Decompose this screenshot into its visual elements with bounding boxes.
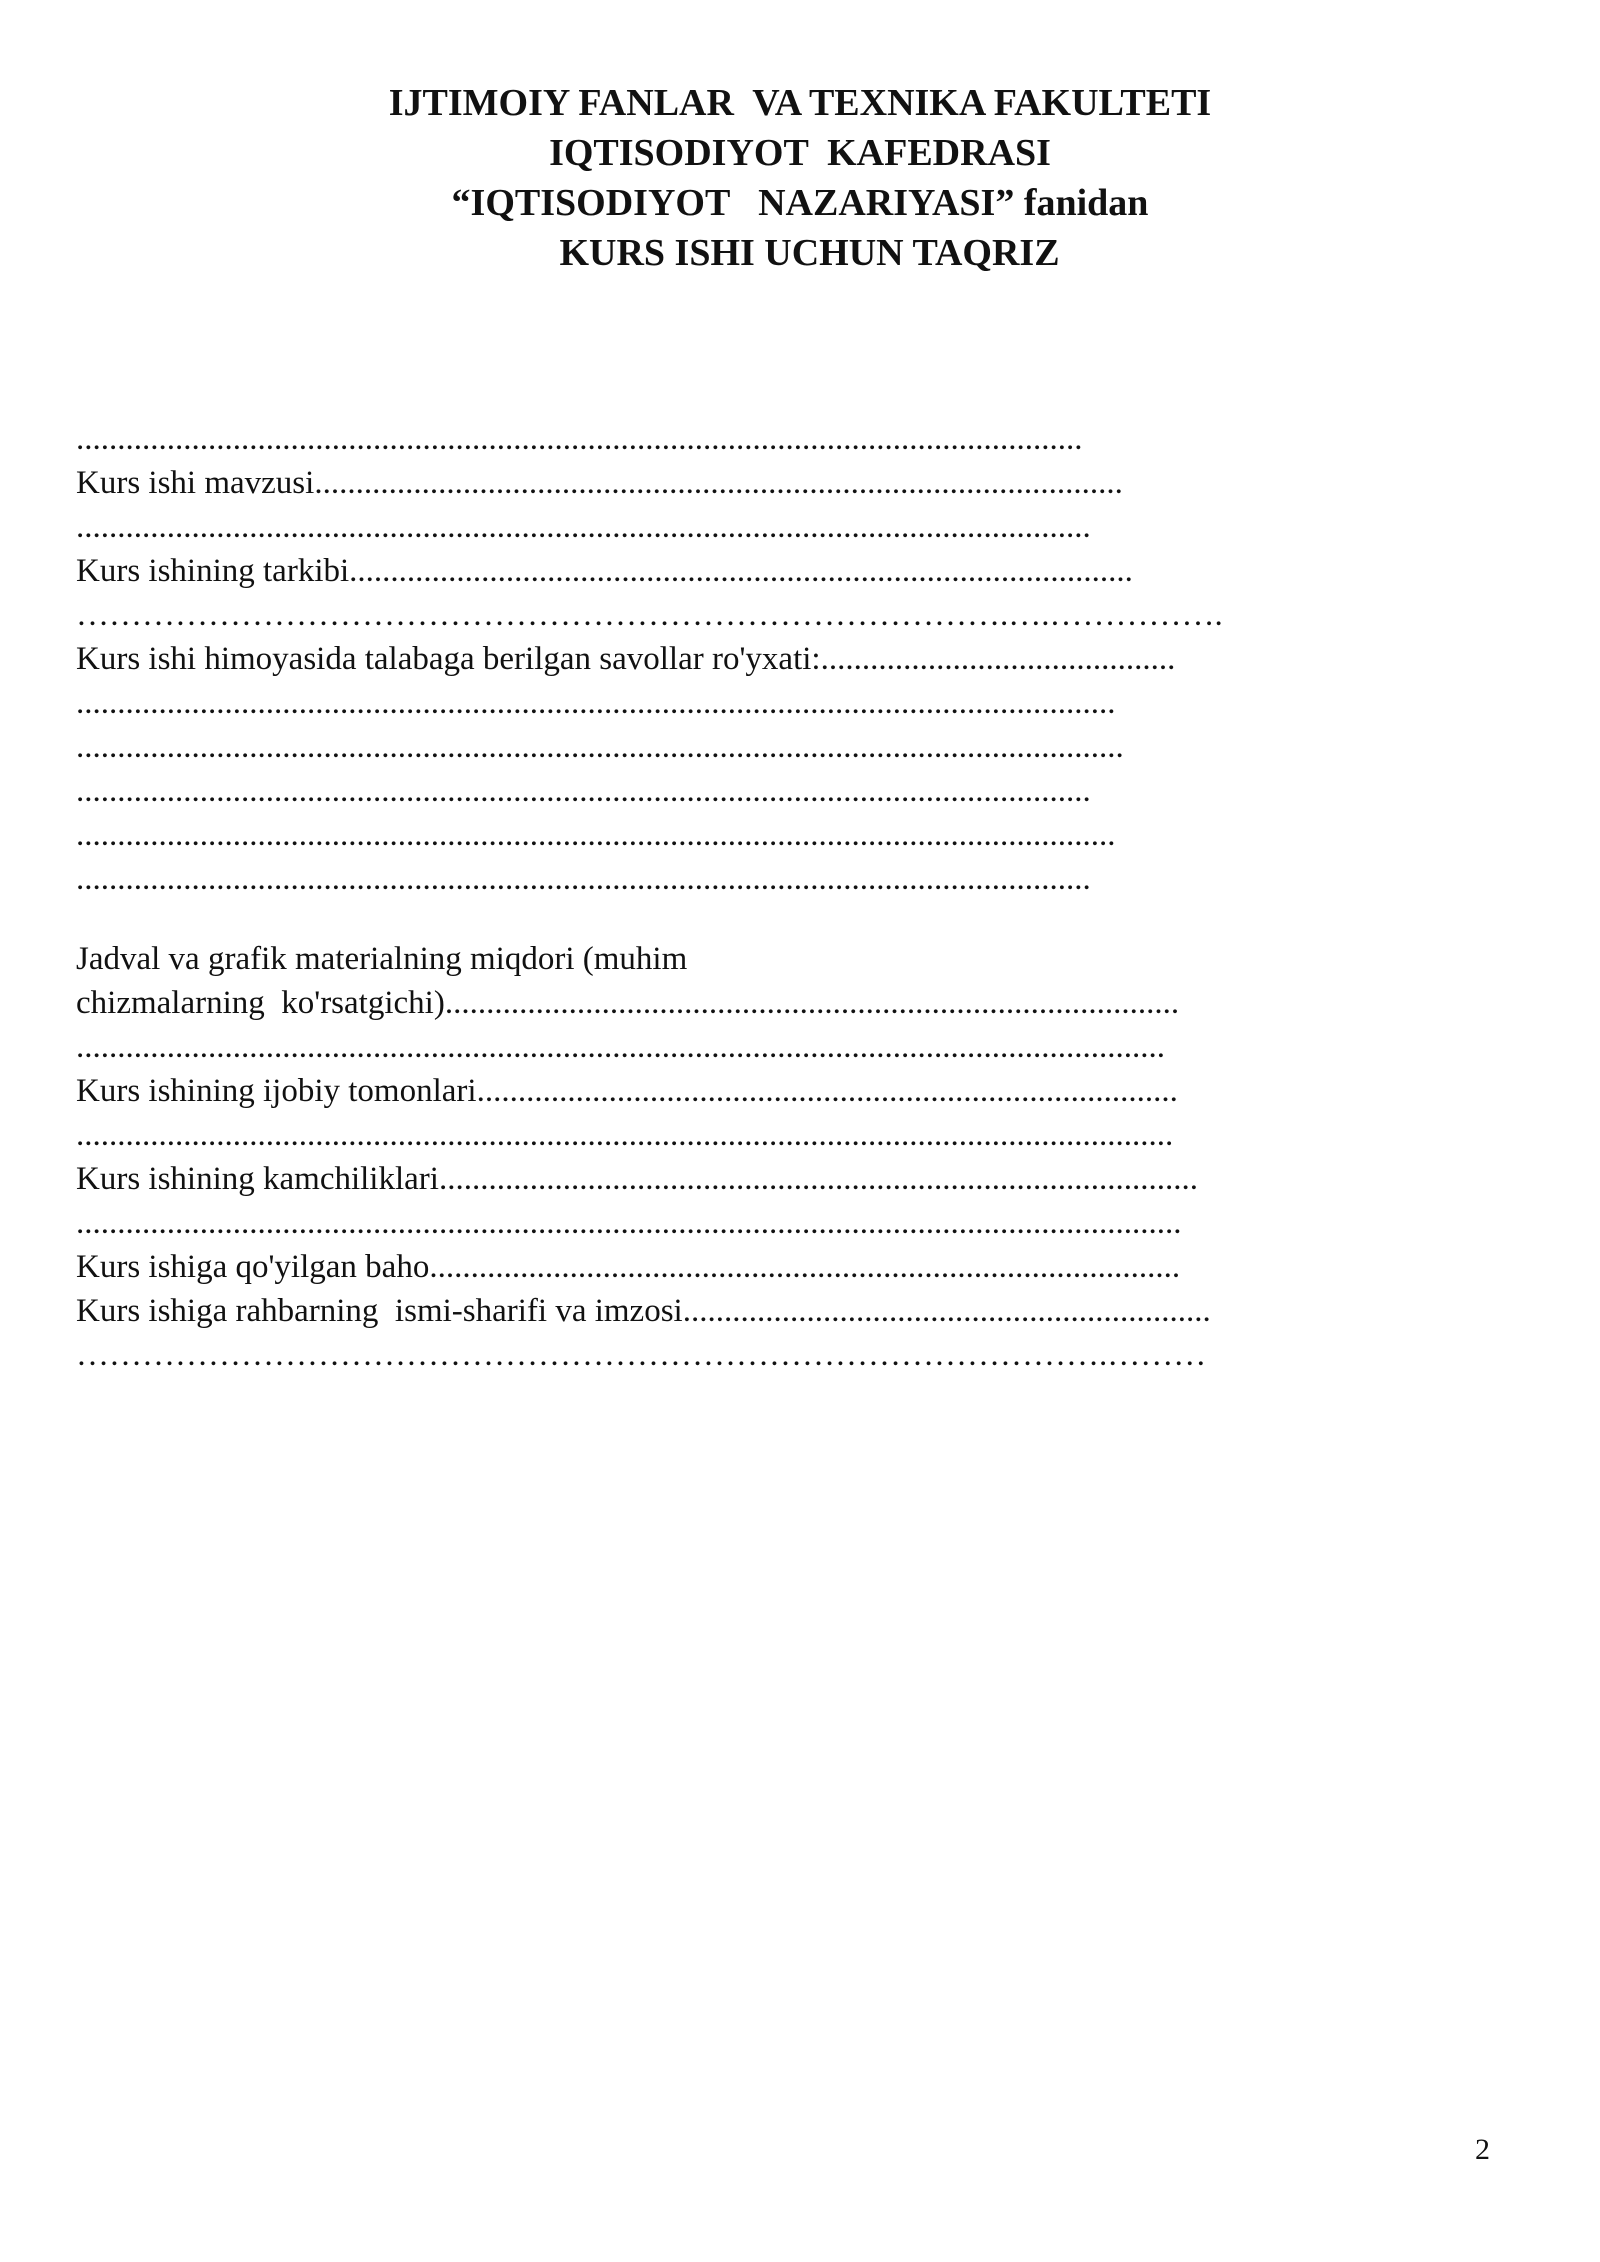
form-line-blank: ............................................................................................................................... [76, 729, 1124, 765]
form-line-strengths: Kurs ishining ijobiy tomonlari..................................................................................... [76, 1073, 1178, 1109]
form-line-blank: .............................................................................................................................. [76, 817, 1116, 853]
subject-title: “IQTISODIYOT NAZARIYASI” fanidan [451, 182, 1149, 224]
form-line-defense-questions: Kurs ishi himoyasida talabaga berilgan savollar ro'yxati:........................................... [76, 641, 1176, 677]
form-line-blank: .................................................................................................................................... [76, 1029, 1165, 1065]
form-line-blank: ………………………………………………………………………………….……… [76, 1337, 1207, 1373]
form-line-blank: ........................................................................................................................... [76, 773, 1091, 809]
form-line-structure: Kurs ishining tarkibi............................................................................................... [76, 553, 1133, 589]
form-line-tables-graphics-cont: chizmalarning ko'rsatgichi)......................................................................................... [76, 985, 1180, 1021]
form-line-supervisor-signature: Kurs ishiga rahbarning ismi-sharifi va imzosi................................................................ [76, 1293, 1211, 1329]
form-line-tables-graphics: Jadval va grafik materialning miqdori (muhim [76, 941, 688, 977]
department-title: IQTISODIYOT KAFEDRASI [549, 132, 1051, 174]
form-line-blank: ………………………………………………………………………….….……………. [76, 597, 1223, 633]
form-line-topic: Kurs ishi mavzusi.................................................................................................. [76, 465, 1123, 501]
form-line-blank: .......................................................................................................................... [76, 421, 1083, 457]
form-line-blank: .............................................................................................................................. [76, 685, 1116, 721]
page-number: 2 [1475, 2133, 1490, 2166]
form-line-grade: Kurs ishiga qo'yilgan baho........................................................................................... [76, 1249, 1181, 1285]
form-line-weaknesses: Kurs ishining kamchiliklari............................................................................................ [76, 1161, 1198, 1197]
form-line-blank: ........................................................................................................................... [76, 861, 1091, 897]
document-title: KURS ISHI UCHUN TAQRIZ [540, 232, 1060, 274]
form-line-blank: ........................................................................................................................... [76, 509, 1091, 545]
form-line-blank: ..................................................................................................................................... [76, 1117, 1174, 1153]
faculty-title: IJTIMOIY FANLAR VA TEXNIKA FAKULTETI [388, 82, 1212, 124]
form-line-blank: ...................................................................................................................................... [76, 1205, 1182, 1241]
